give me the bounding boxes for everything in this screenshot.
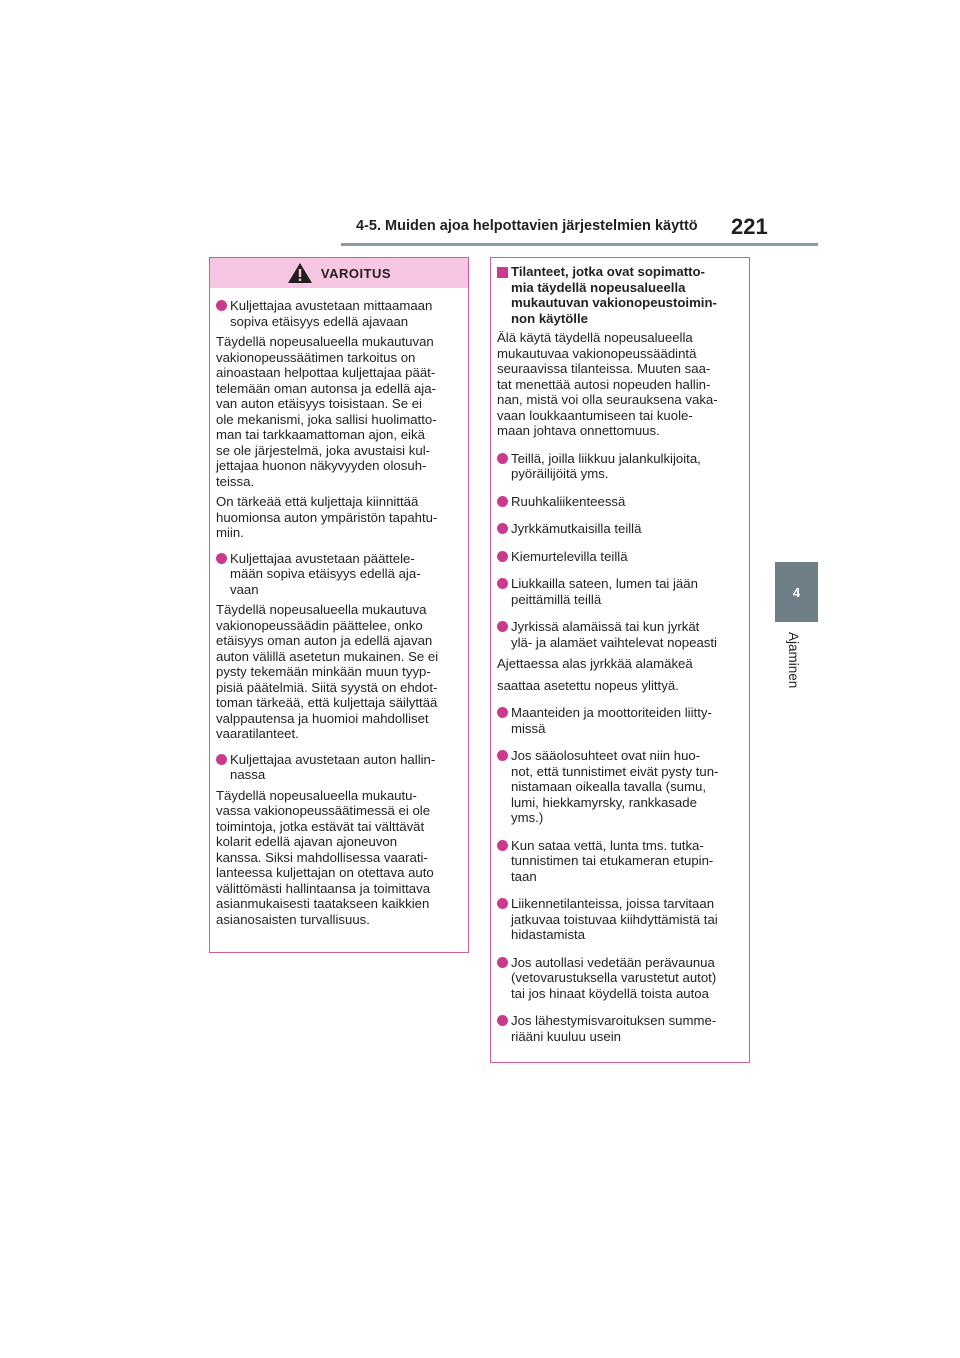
list-item — [497, 549, 743, 565]
warning-paragraph: Täydellä nopeusalueella mukautu- vassa vakionopeussäätimessä ei ole toimintoja, jotka estävät tai välttävät kolarit edellä ajavan ajoneuvon kanssa. Siksi mahdollisessa vaarati- lanteessa kuljettajan on otettava auto välittömästi hallintaansa ja toimittava asianmukaisesti taatakseen kaikkien asianosaisten turvallisuus. — [216, 787, 434, 927]
chapter-tab[interactable] — [775, 562, 818, 622]
intro-paragraph: Älä käytä täydellä nopeusalueella mukautuvaa vakionopeussäädintä seuraavissa tilanteissa. Muuten saa- tat menettää autosi nopeuden hallin- nan, mistä voi olla seurauksena vaka- vaan loukkaantumiseen tai kuole- maan johtava onnettomuus. — [497, 330, 718, 438]
bullet-icon — [497, 453, 508, 464]
bullet-icon — [497, 621, 508, 632]
list-item-text: Jyrkkämutkaisilla teillä — [511, 521, 642, 536]
bullet-icon — [497, 750, 508, 761]
bullet-icon — [497, 898, 508, 909]
list-item-text: Jos lähestymisvaroituksen summe- riääni kuuluu usein — [511, 1013, 717, 1044]
section-heading-text: Tilanteet, jotka ovat sopimatto- mia täydellä nopeusalueella mukautuvan vakionopeustoimin- non käytölle — [511, 264, 717, 326]
list-item — [497, 1013, 743, 1044]
list-item-text: Liukkailla sateen, lumen tai jään peittämillä teillä — [511, 576, 698, 607]
chapter-label: Ajaminen — [786, 632, 801, 689]
list-item — [497, 576, 743, 607]
square-bullet-icon — [497, 267, 508, 278]
list-item-text: Kiemurtelevilla teillä — [511, 548, 628, 564]
warning-list-item — [216, 298, 462, 329]
bullet-icon — [497, 707, 508, 718]
warning-item-text: Kuljettajaa avustetaan auton hallin- nassa — [230, 751, 436, 782]
note-paragraph: saattaa asetettu nopeus ylittyä. — [497, 677, 679, 693]
list-item-text: Jos sääolosuhteet ovat niin huo- not, että tunnistimet eivät pysty tun- nistamaan oikealla tavalla (sumu, lumi, hiekkamyrsky, rankkasade yms.) — [511, 748, 719, 825]
warning-item-text: Kuljettajaa avustetaan päättele- mään sopiva etäisyys edellä aja- vaan — [230, 550, 421, 597]
bullet-icon — [497, 578, 508, 589]
list-item — [497, 838, 743, 885]
list-item-text: Jyrkissä alamäissä tai kun jyrkät ylä- ja alamäet vaihtelevat nopeasti — [511, 619, 717, 650]
list-item — [497, 521, 743, 537]
unsuitable-situations-box — [490, 257, 750, 1063]
warning-title: VAROITUS — [320, 265, 392, 281]
list-item — [497, 451, 743, 482]
warning-paragraph: Täydellä nopeusalueella mukautuvan vakionopeussäätimen tarkoitus on ainoastaan helpottaa kuljettajaa päät- telemään oman autonsa ja edellä aja- van auton etäisyys toisistaan. Se ei ole mekanismi, joka sallisi huolimatto- man tai tarkkaamattoman ajon, eikä se ole järjestelmä, joka avustaisi kul- jettajaa huonon näkyvyyden olosuh- teissa. — [216, 334, 437, 489]
bullet-icon — [216, 553, 227, 564]
chapter-number: 4 — [792, 584, 801, 600]
header-divider — [341, 243, 818, 246]
list-item-text: Teillä, joilla liikkuu jalankulkijoita, pyöräilijöitä yms. — [511, 450, 701, 481]
section-title: 4-5. Muiden ajoa helpottavien järjestelmien käyttö — [356, 218, 698, 234]
bullet-icon — [216, 754, 227, 765]
list-item — [497, 494, 743, 510]
bullet-icon — [216, 300, 227, 311]
warning-triangle-icon — [287, 262, 313, 284]
bullet-icon — [497, 1015, 508, 1026]
list-item-text: Liikennetilanteissa, joissa tarvitaan jatkuvaa toistuvaa kiihdyttämistä tai hidastamista — [511, 896, 718, 942]
warning-list-item — [216, 752, 462, 783]
bullet-icon — [497, 551, 508, 562]
warning-list-item — [216, 551, 462, 598]
list-item-text: Ruuhkaliikenteessä — [511, 493, 626, 509]
section-heading — [497, 264, 743, 326]
list-item-text: Kun sataa vettä, lunta tms. tutka- tunnistimen tai etukameran etupin- taan — [511, 837, 714, 884]
bullet-icon — [497, 496, 508, 507]
bullet-icon — [497, 840, 508, 851]
warning-paragraph: Täydellä nopeusalueella mukautuva vakionopeussäädin päättelee, onko etäisyys oman auton ja edellä ajavan auton välillä asetetun mukainen. Se ei pysty tekemään minkään muun tyyp- pisiä päätelmiä. Siitä syystä on ehdot- toman tärkeää, että kuljettaja säilyttää valppautensa ja huomioi mahdolliset vaaratilanteet. — [216, 602, 439, 741]
list-item — [497, 705, 743, 736]
list-item-text: Maanteiden ja moottoriteiden liitty- missä — [511, 705, 712, 736]
bullet-icon — [497, 957, 508, 968]
note-paragraph: Ajettaessa alas jyrkkää alamäkeä — [497, 656, 693, 671]
warning-item-text: Kuljettajaa avustetaan mittaamaan sopiva etäisyys edellä ajavaan — [230, 298, 433, 329]
list-item-text: Jos autollasi vedetään perävaunua (vetovarustuksella varustetut autot) tai jos hinaat köydellä toista autoa — [511, 954, 717, 1001]
list-item — [497, 619, 743, 650]
bullet-icon — [497, 523, 508, 534]
page-number: 221 — [731, 214, 768, 239]
warning-paragraph: On tärkeää että kuljettaja kiinnittää huomionsa auton ympäristön tapahtu- miin. — [216, 494, 438, 540]
list-item — [497, 896, 743, 943]
list-item — [497, 955, 743, 1002]
warning-box — [209, 257, 469, 953]
warning-header — [210, 258, 468, 288]
list-item — [497, 748, 743, 826]
